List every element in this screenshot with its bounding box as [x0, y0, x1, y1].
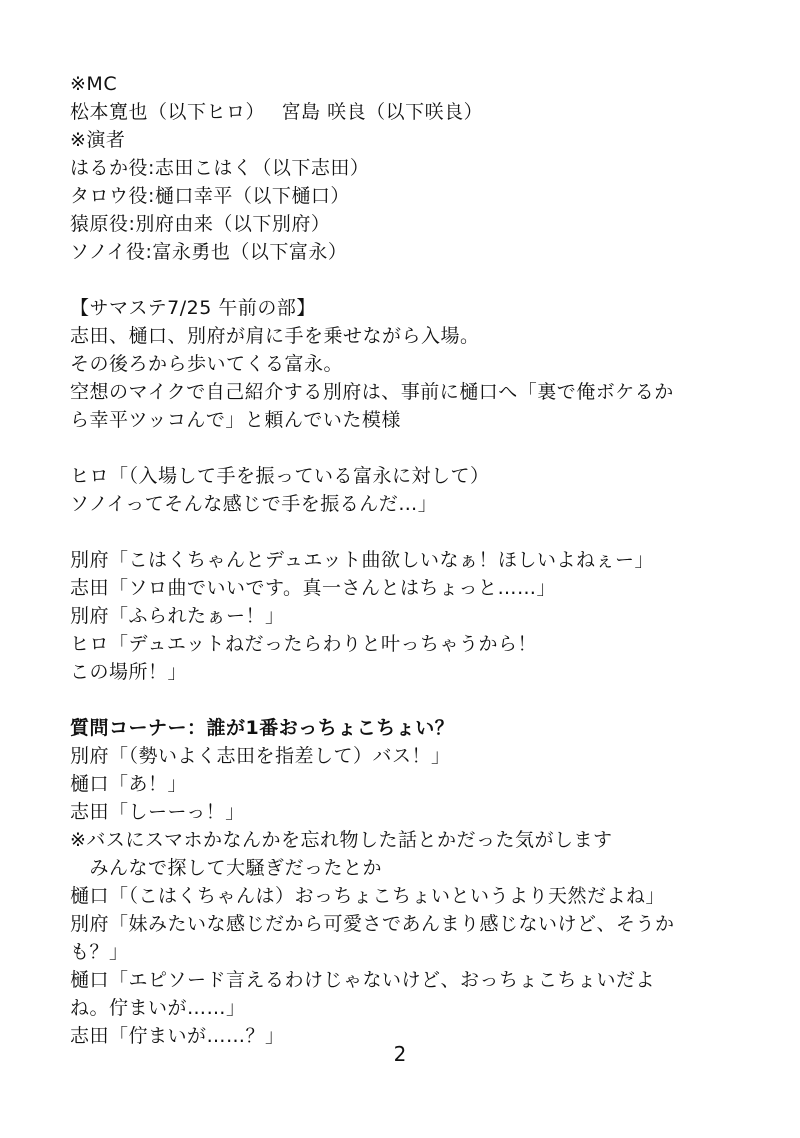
dialogue-line: 志田「ソロ曲でいいです。真一さんとはちょっと……」 — [70, 577, 556, 599]
document-body — [70, 70, 730, 1050]
dialogue-line: も？」 — [70, 941, 129, 963]
dialogue-line: 別府「妹みたいな感じだから可愛さであんまり感じないけど、そうか — [70, 913, 675, 935]
text-line: ソノイ役:富永勇也（以下富永） — [70, 241, 348, 263]
dialogue-line: 樋口「あ！」 — [70, 773, 188, 795]
dialogue-line: ヒロ「デュエットねだったらわりと叶っちゃうから！ — [70, 633, 538, 655]
dialogue-line: 別府「こはくちゃんとデュエット曲欲しいなぁ！ほしいよねぇー」 — [70, 549, 655, 571]
blank-line — [70, 518, 730, 546]
dialogue-line: 志田「佇まいが……？」 — [70, 1025, 285, 1047]
dialogue-line: 別府「ふられたぁー！」 — [70, 605, 285, 627]
section-title: 【サマステ7/25 午前の部】 — [70, 297, 316, 319]
blank-line — [70, 686, 730, 714]
section-heading: 質問コーナー：誰が1番おっちょこちょい？ — [70, 717, 455, 739]
text-line: ら幸平ツッコんで」と頼んでいた模様 — [70, 409, 401, 431]
text-line: 猿原役:別府由来（以下別府） — [70, 213, 331, 235]
text-line: 松本寛也（以下ヒロ） 宮島 咲良（以下咲良） — [70, 101, 484, 123]
text-line: 空想のマイクで自己紹介する別府は、事前に樋口へ「裏で俺ボケるか — [70, 381, 674, 403]
dialogue-line: ソノイってそんな感じで手を振るんだ…」 — [70, 493, 438, 515]
blank-line — [70, 266, 730, 294]
note-line: ※バスにスマホかなんかを忘れ物した話とかだった気がします — [70, 829, 613, 851]
dialogue-line: 別府「（勢いよく志田を指差して）バス！」 — [70, 745, 451, 767]
blank-line — [70, 434, 730, 462]
text-line: ※演者 — [70, 129, 126, 151]
note-line: みんなで探して大騒ぎだったとか — [70, 857, 383, 879]
dialogue-line: 樋口「エピソード言えるわけじゃないけど、おっちょこちょいだよ — [70, 969, 656, 991]
page-number: 2 — [393, 1042, 407, 1066]
dialogue-line: ね。佇まいが……」 — [70, 997, 246, 1019]
text-line: はるか役:志田こはく（以下志田） — [70, 157, 370, 179]
dialogue-line: この場所！」 — [70, 661, 188, 683]
dialogue-line: ヒロ「（入場して手を振っている富永に対して） — [70, 465, 490, 487]
dialogue-line: 樋口「（こはくちゃんは）おっちょこちょいというより天然だよね」 — [70, 885, 666, 907]
dialogue-line: 志田「しーーっ！」 — [70, 801, 245, 823]
text-line: その後ろから歩いてくる富永。 — [70, 353, 344, 375]
text-line: ※MC — [70, 73, 118, 95]
text-line: 志田、樋口、別府が肩に手を乗せながら入場。 — [70, 325, 480, 347]
text-line: タロウ役:樋口幸平（以下樋口） — [70, 185, 350, 207]
